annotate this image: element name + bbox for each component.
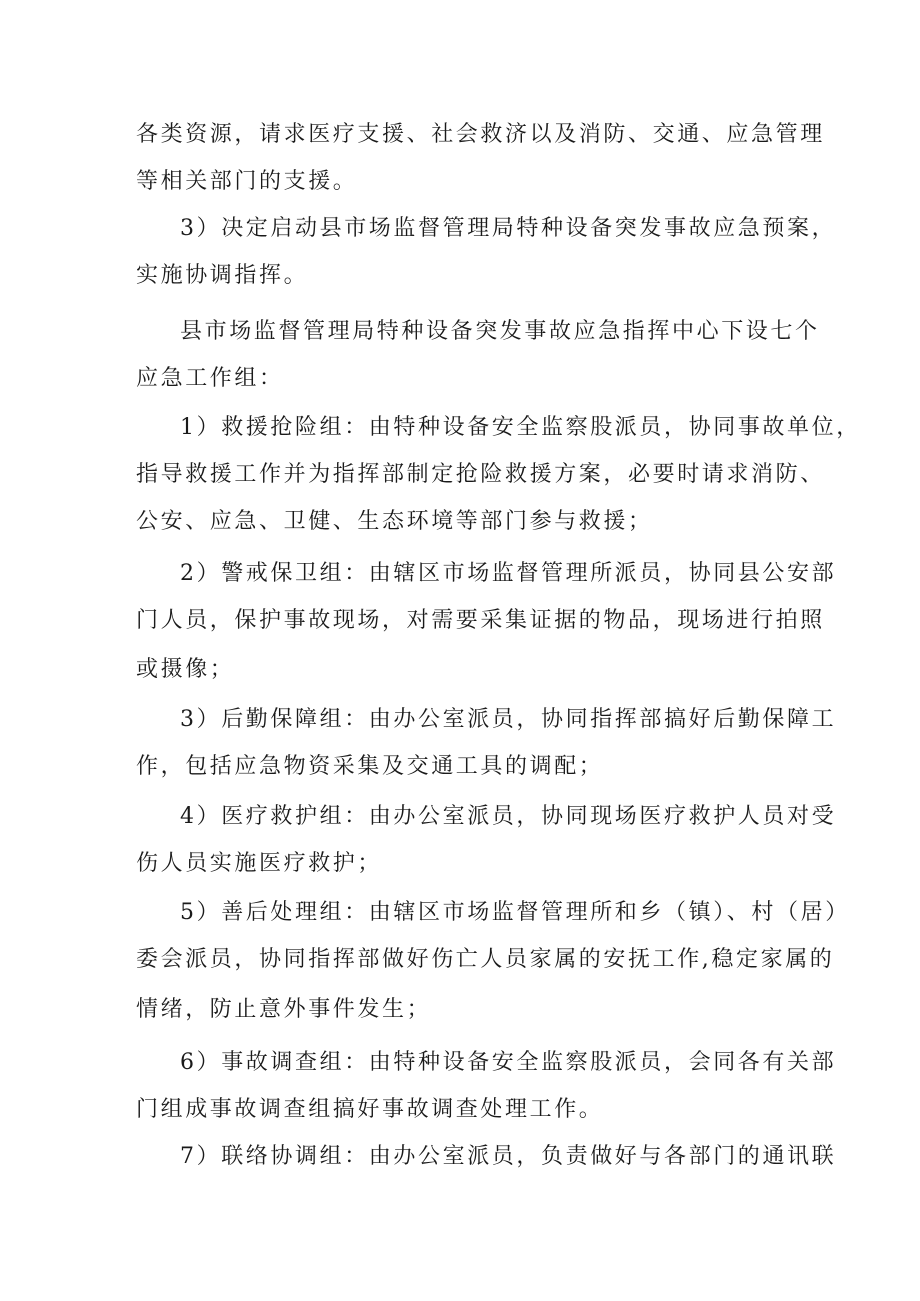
text-line-15: 4）医疗救护组：由办公室派员，协同现场医疗救护人员对受 (180, 804, 837, 829)
text-line-9: 公安、应急、卫健、生态环境等部门参与救援； (136, 509, 653, 534)
text-line-1: 各类资源，请求医疗支援、社会救济以及消防、交通、应急管理 (136, 122, 825, 147)
text-line-2: 等相关部门的支援。 (136, 169, 358, 194)
text-line-13: 3）后勤保障组：由办公室派员，协同指挥部搞好后勤保障工 (180, 707, 837, 732)
text-line-3: 3）决定启动县市场监督管理局特种设备突发事故应急预案， (180, 216, 837, 241)
text-line-12: 或摄像； (136, 657, 235, 682)
text-line-19: 情绪，防止意外事件发生； (136, 997, 432, 1022)
text-line-16: 伤人员实施医疗救护； (136, 851, 383, 876)
text-line-17: 5）善后处理组：由辖区市场监督管理所和乡（镇）、村（居） (180, 900, 850, 925)
text-line-8: 指导救援工作并为指挥部制定抢险救援方案，必要时请求消防、 (136, 462, 825, 487)
text-line-10: 2）警戒保卫组：由辖区市场监督管理所派员，协同县公安部 (180, 561, 837, 586)
text-line-4: 实施协调指挥。 (136, 263, 309, 288)
text-line-21: 门组成事故调查组搞好事故调查处理工作。 (136, 1097, 604, 1122)
text-line-5: 县市场监督管理局特种设备突发事故应急指挥中心下设七个 (180, 319, 820, 344)
text-line-6: 应急工作组： (136, 366, 284, 391)
text-line-20: 6）事故调查组：由特种设备安全监察股派员，会同各有关部 (180, 1050, 837, 1075)
text-line-7: 1）救援抢险组：由特种设备安全监察股派员，协同事故单位， (180, 415, 861, 440)
text-line-14: 作，包括应急物资采集及交通工具的调配； (136, 754, 604, 779)
text-line-11: 门人员，保护事故现场，对需要采集证据的物品，现场进行拍照 (136, 608, 825, 633)
text-line-22: 7）联络协调组：由办公室派员，负责做好与各部门的通讯联 (180, 1144, 837, 1169)
text-line-18: 委会派员，协同指挥部做好伤亡人员家属的安抚工作,稳定家属的 (136, 947, 835, 972)
